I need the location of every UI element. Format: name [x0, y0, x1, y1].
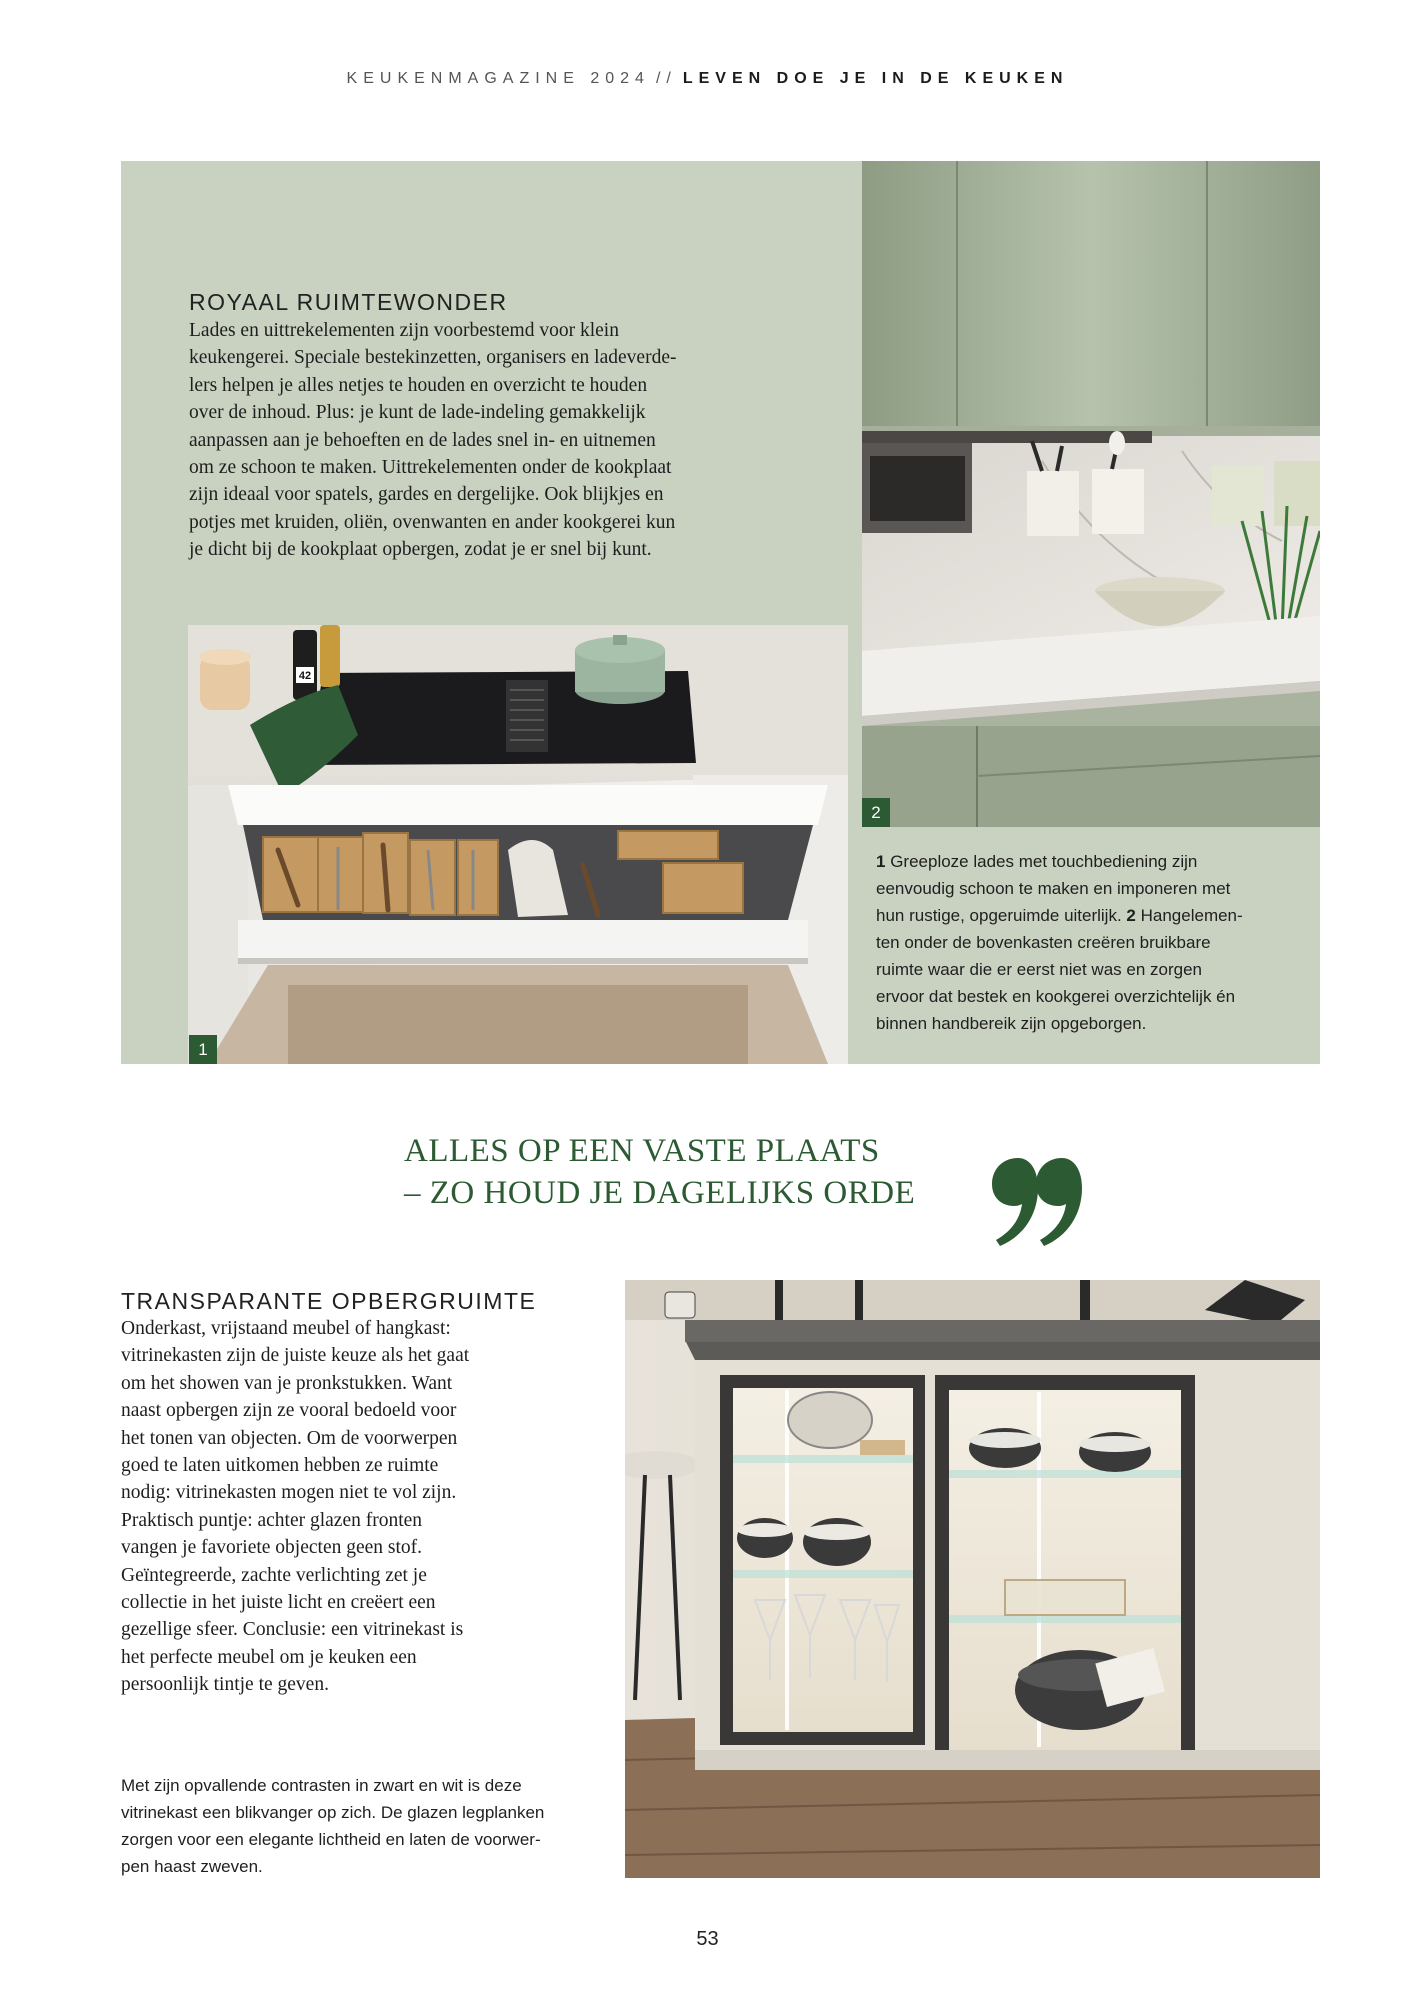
- body-line: goed te laten uitkomen hebben ze ruimte: [121, 1455, 439, 1477]
- caption-number-1: 1: [876, 852, 886, 871]
- section-body-transparante-opbergruimte: [121, 1315, 469, 1699]
- caption-line: Met zijn opvallende contrasten in zwart en wit is deze: [121, 1776, 522, 1795]
- page-number: 53: [696, 1928, 719, 1950]
- body-line: persoonlijk tintje te geven.: [121, 1674, 329, 1696]
- pull-quote-line-2: – ZO HOUD JE DAGELIJKS ORDE: [404, 1175, 916, 1211]
- header-section-title: LEVEN DOE JE IN DE KEUKEN: [682, 70, 1069, 87]
- caption-photos-1-2: [876, 848, 1243, 1037]
- pull-quote-line-1: ALLES OP EEN VASTE PLAATS: [404, 1133, 880, 1169]
- caption-text: Greeploze lades met touchbediening zijn: [885, 852, 1198, 871]
- body-line: collectie in het juiste licht en creëert een: [121, 1592, 436, 1614]
- body-line: je dicht bij de kookplaat opbergen, zodat je er snel bij kunt.: [189, 539, 652, 561]
- body-line: keukengerei. Speciale bestekinzetten, organisers en ladeverde-: [189, 347, 677, 369]
- photo-badge-2: 2: [862, 798, 890, 827]
- body-line: lers helpen je alles netjes te houden en overzicht te houden: [189, 374, 648, 396]
- caption-line: ruimte waar die er eerst niet was en zorgen: [876, 960, 1202, 979]
- section-title-royaal-ruimtewonder: ROYAAL RUIMTEWONDER: [189, 289, 508, 315]
- wall-rail-illustration: [862, 161, 1320, 827]
- caption-text: hun rustige, opgeruimde uiterlijk.: [876, 906, 1127, 925]
- caption-line: binnen handbereik zijn opgeborgen.: [876, 1014, 1147, 1033]
- caption-line: pen haast zweven.: [121, 1857, 263, 1876]
- body-line: zijn ideaal voor spatels, gardes en dergelijke. Ook blijkjes en: [189, 484, 664, 506]
- caption-vitrinekast: [121, 1772, 544, 1880]
- caption-number-2: 2: [1126, 906, 1136, 925]
- running-header: [0, 70, 1415, 88]
- body-line: om het showen van je pronkstukken. Want: [121, 1372, 453, 1394]
- caption-line: ten onder de bovenkasten creëren bruikbare: [876, 933, 1211, 952]
- section-title-transparante-opbergruimte: TRANSPARANTE OPBERGRUIMTE: [121, 1288, 537, 1314]
- body-line: gezellige sfeer. Conclusie: een vitrinekast is: [121, 1619, 464, 1641]
- body-line: naast opbergen zijn ze vooral bedoeld voor: [121, 1400, 457, 1422]
- body-line: het tonen van objecten. Om de voorwerpen: [121, 1427, 458, 1449]
- caption-line: zorgen voor een elegante lichtheid en laten de voorwer-: [121, 1830, 541, 1849]
- body-line: Onderkast, vrijstaand meubel of hangkast:: [121, 1318, 451, 1339]
- body-line: Lades en uittrekelementen zijn voorbestemd voor klein: [189, 320, 619, 341]
- caption-line: eenvoudig schoon te maken en imponeren met: [876, 879, 1231, 898]
- caption-line: [876, 848, 1243, 875]
- body-line: Geïntegreerde, zachte verlichting zet je: [121, 1564, 427, 1586]
- bottle-label-text: 42: [298, 670, 312, 682]
- display-cabinet-illustration: [625, 1280, 1320, 1878]
- section-body-royaal-ruimtewonder: [189, 317, 676, 564]
- body-line: potjes met kruiden, oliën, ovenwanten en ander kookgerei kun: [189, 511, 676, 533]
- caption-line: vitrinekast een blikvanger op zich. De glazen legplanken: [121, 1803, 545, 1822]
- body-line: om ze schoon te maken. Uittrekelementen onder de kookplaat: [189, 457, 672, 479]
- pull-quote: [404, 1130, 1024, 1214]
- photo-display-cabinet: [625, 1280, 1320, 1878]
- body-line: vangen je favoriete objecten geen stof.: [121, 1537, 423, 1559]
- body-line: over de inhoud. Plus: je kunt de lade-indeling gemakkelijk: [189, 402, 646, 424]
- body-line: aanpassen aan je behoeften en de lades snel in- en uitnemen: [189, 429, 656, 451]
- closing-quote-icon: [988, 1140, 1084, 1250]
- photo-wall-rail: [862, 161, 1320, 827]
- body-line: vitrinekasten zijn de juiste keuze als het gaat: [121, 1345, 470, 1367]
- caption-text: Hangelemen-: [1135, 906, 1243, 925]
- header-separator: //: [655, 70, 677, 87]
- drawer-illustration: [188, 625, 848, 1064]
- photo-badge-1: 1: [189, 1035, 217, 1064]
- caption-line: [876, 902, 1243, 929]
- body-line: nodig: vitrinekasten mogen niet te vol zijn.: [121, 1482, 457, 1504]
- caption-line: ervoor dat bestek en kookgerei overzichtelijk én: [876, 987, 1236, 1006]
- body-line: het perfecte meubel om je keuken een: [121, 1646, 417, 1668]
- body-line: Praktisch puntje: achter glazen fronten: [121, 1509, 423, 1531]
- photo-drawer-organizer: [188, 625, 848, 1064]
- header-magazine-title: KEUKENMAGAZINE 2024: [346, 70, 650, 87]
